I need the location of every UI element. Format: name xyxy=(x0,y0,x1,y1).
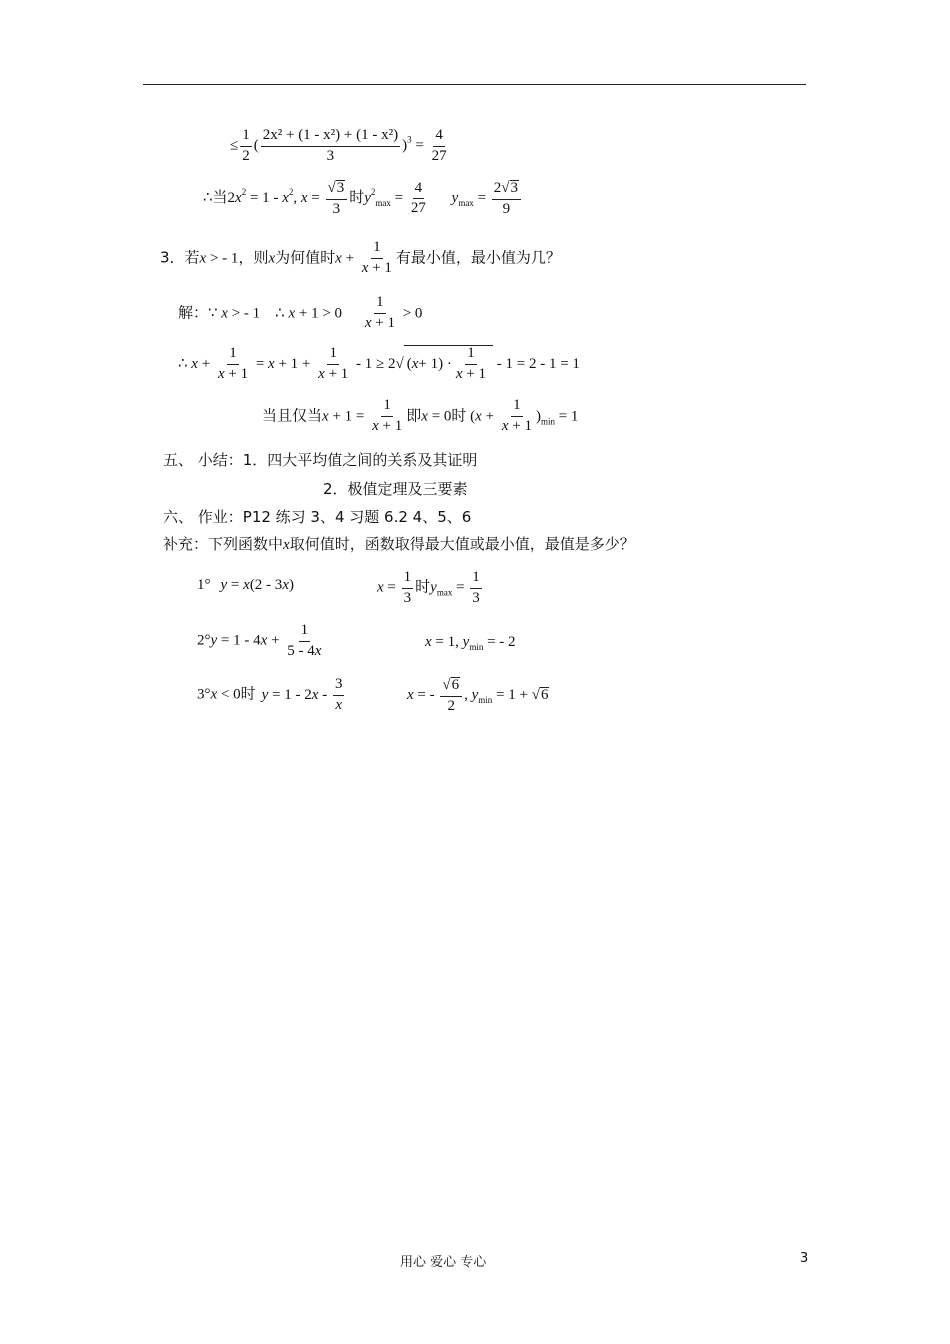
solution-start: 解：∵ x > - 1 ∴ x + 1 > 0 $\frac{1}{x + 1}$ > 0 xyxy=(178,294,423,331)
problem-2: 2°y = 1 - 4x + $\frac{1}{5 - 4x}$ xyxy=(197,622,322,659)
problem-2-answer: x = 1, $y_{min}$ = - 2 xyxy=(425,634,516,652)
problem-3-answer: x = - $\frac{√6}{2}$ , $y_{min} = 1 + √6$ xyxy=(407,677,549,714)
problem-3: 3°x < 0时 y = 1 - 2x - $\frac{3}{x}$ xyxy=(197,676,343,713)
supplement-line: 补充：下列函数中x取何值时，函数取得最大值或最小值，最值是多少？ xyxy=(163,535,635,553)
problem-1-answer: x = $\frac{1}{3}$ 时$y_{max}$ = $\frac{1}{3}$ xyxy=(377,569,480,606)
question-3: 3．若x > - 1，则x为何值时x + $\frac{1}{x + 1}$ 有最小值，最小值为几？ xyxy=(160,239,561,276)
derivation-line: ∴ x + $\frac{1}{x + 1}$ = x + 1 + $\frac{1}{x + 1}$ - 1 ≥ 2√ ( x + 1) · 1 x + 1 - 1 = 2 - 1 = 1 xyxy=(178,345,580,382)
page-number: 3 xyxy=(800,1251,809,1266)
problem-1: 1° y = x(2 - 3x) xyxy=(197,577,294,593)
header-rule xyxy=(143,84,806,85)
equality-condition-line: ∴当$2x^2 = 1 - x^2$, x = $\frac{√3}{3}$ 时$y^2_{max}$ = $\frac{4}{27}$ $y_{max}$ = $\frac{2√3}{9}$ xyxy=(203,180,523,218)
summary-line-2: 2．极值定理及三要素 xyxy=(323,480,468,498)
footer-slogan: 用心 爱心 专心 xyxy=(400,1255,487,1270)
summary-line-1: 五、 小结：1．四大平均值之间的关系及其证明 xyxy=(163,451,478,469)
equality-line: 当且仅当x + 1 = $\frac{1}{x + 1}$ 即x = 0时 (x + $\frac{1}{x + 1}$ )$_{min} = 1$ xyxy=(262,397,579,434)
inequality-line-1: ≤ $\frac{1}{2}$ ( $\frac{\text{2x² + (1 - x²) + (1 - x²)}}{3}$ )$^3$ = $\frac{4}{27}$ xyxy=(230,127,447,164)
homework-line: 六、 作业：P12 练习 3、4 习题 6.2 4、5、6 xyxy=(163,508,472,526)
